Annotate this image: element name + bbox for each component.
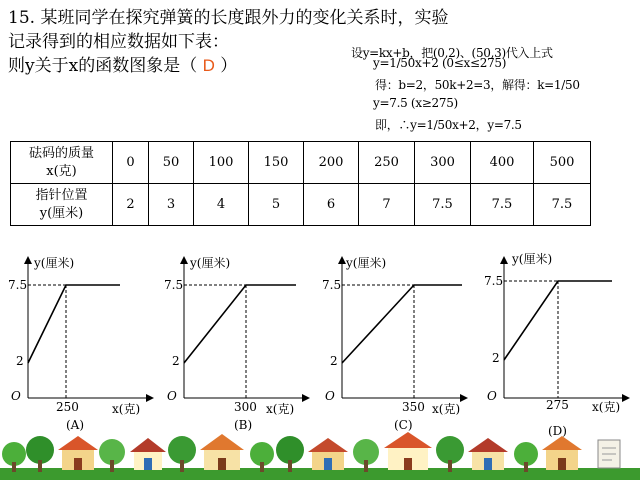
tree-icon bbox=[514, 442, 538, 472]
table-header-mass-line1: 砝码的质量 bbox=[28, 145, 94, 161]
house-icon bbox=[308, 438, 348, 470]
graph-a-origin: O bbox=[11, 389, 21, 403]
tree-icon bbox=[353, 439, 379, 472]
table-cell: 6 bbox=[304, 184, 359, 226]
table-cell: 250 bbox=[359, 142, 415, 184]
graph-d-y-label: y(厘米) bbox=[512, 252, 553, 266]
y-axis-arrow-icon bbox=[500, 256, 508, 264]
graph-a-y-label: y(厘米) bbox=[34, 256, 75, 270]
graph-b-x-break: 300 bbox=[234, 400, 257, 414]
house-icon bbox=[468, 438, 508, 470]
y-axis-arrow-icon bbox=[338, 256, 346, 264]
graph-b-y-label: y(厘米) bbox=[190, 256, 231, 270]
graph-a-y-low: 2 bbox=[16, 354, 24, 368]
problem-line-3-prefix: 则y关于x的函数图象是（ bbox=[8, 56, 198, 76]
solution-line-1: 设y=kx+b，把(0,2)、(50,3)代入上式 bbox=[351, 46, 553, 60]
table-cell: 5 bbox=[249, 184, 304, 226]
table-cell: 7.5 bbox=[471, 184, 534, 226]
graph-b-origin: O bbox=[167, 389, 177, 403]
graph-c-origin: O bbox=[325, 389, 335, 403]
graph-c-x-break: 350 bbox=[402, 400, 425, 414]
y-axis-arrow-icon bbox=[24, 256, 32, 264]
table-cell: 7.5 bbox=[534, 184, 591, 226]
x-axis-arrow-icon bbox=[460, 394, 468, 402]
graph-a-x-label: x(克) bbox=[112, 402, 141, 416]
table-row-mass bbox=[11, 142, 591, 184]
tree-icon bbox=[250, 442, 274, 472]
tree-icon bbox=[2, 442, 26, 472]
answer-text: D bbox=[202, 56, 215, 75]
table-header-position-line2: y(厘米) bbox=[39, 205, 84, 221]
tree-icon bbox=[99, 439, 125, 472]
graph-c-y-high: 7.5 bbox=[322, 278, 342, 292]
table-header-position-line1: 指针位置 bbox=[35, 187, 88, 203]
table-header-position bbox=[11, 184, 113, 226]
table-cell: 200 bbox=[304, 142, 359, 184]
house-icon bbox=[200, 434, 244, 470]
solution-line-2: y=1/50x+2 (0≤x≤275) bbox=[373, 56, 507, 70]
table-cell: 500 bbox=[534, 142, 591, 184]
graph-option-b bbox=[164, 248, 316, 433]
house-icon bbox=[58, 436, 98, 470]
solution-text bbox=[345, 40, 637, 140]
house-icon bbox=[130, 438, 166, 470]
graph-b-option: (B) bbox=[234, 418, 253, 432]
graph-c-option: (C) bbox=[394, 418, 413, 432]
table-cell: 100 bbox=[194, 142, 249, 184]
data-table bbox=[10, 141, 591, 226]
table-cell: 2 bbox=[113, 184, 149, 226]
function-line bbox=[28, 285, 120, 363]
table-cell: 7 bbox=[359, 184, 415, 226]
table-header-mass-line2: x(克) bbox=[46, 163, 77, 179]
solution-line-4: y=7.5 (x≥275) bbox=[373, 96, 458, 110]
x-axis-arrow-icon bbox=[146, 394, 154, 402]
function-line bbox=[342, 285, 462, 363]
graph-d-option: (D) bbox=[548, 424, 567, 438]
house-icon bbox=[384, 432, 432, 470]
x-axis-arrow-icon bbox=[302, 394, 310, 402]
tree-icon bbox=[436, 436, 464, 472]
graph-d-y-high: 7.5 bbox=[484, 274, 504, 288]
table-cell: 300 bbox=[415, 142, 471, 184]
table-cell: 4 bbox=[194, 184, 249, 226]
graph-b-y-low: 2 bbox=[172, 354, 180, 368]
table-cell: 400 bbox=[471, 142, 534, 184]
graph-option-a bbox=[8, 248, 160, 433]
graph-d-x-break: 275 bbox=[546, 398, 569, 412]
x-axis-arrow-icon bbox=[622, 394, 630, 402]
table-cell: 50 bbox=[149, 142, 194, 184]
tree-icon bbox=[276, 436, 304, 472]
graph-c-x-label: x(克) bbox=[432, 402, 461, 416]
y-axis-arrow-icon bbox=[180, 256, 188, 264]
graph-a-y-high: 7.5 bbox=[8, 278, 28, 292]
graph-a-x-break: 250 bbox=[56, 400, 79, 414]
solution-line-3: 得：b=2，50k+2=3，解得：k=1/50 bbox=[375, 78, 580, 92]
graph-option-c bbox=[322, 248, 474, 433]
table-cell: 7.5 bbox=[415, 184, 471, 226]
graph-c-y-low: 2 bbox=[330, 354, 338, 368]
solution-line-5: 即，∴y=1/50x+2，y=7.5 bbox=[375, 118, 522, 132]
page-icon[interactable] bbox=[598, 440, 620, 468]
problem-line-1: 15. 某班同学在探究弹簧的长度跟外力的变化关系时，实验 bbox=[8, 8, 449, 28]
table-cell: 3 bbox=[149, 184, 194, 226]
table-row-position bbox=[11, 184, 591, 226]
graph-b-y-high: 7.5 bbox=[164, 278, 184, 292]
graph-d-origin: O bbox=[487, 389, 497, 403]
graph-d-x-label: x(克) bbox=[592, 400, 621, 414]
village-border bbox=[0, 430, 640, 480]
table-cell: 150 bbox=[249, 142, 304, 184]
function-line bbox=[184, 285, 296, 363]
problem-line-3-suffix: ） bbox=[220, 56, 238, 76]
graph-b-x-label: x(克) bbox=[266, 402, 295, 416]
house-icon bbox=[542, 436, 582, 470]
table-header-mass bbox=[11, 142, 113, 184]
problem-line-2: 记录得到的相应数据如下表： bbox=[8, 32, 229, 52]
graph-a-option: (A) bbox=[66, 418, 85, 432]
graph-c-y-label: y(厘米) bbox=[346, 256, 387, 270]
tree-icon bbox=[26, 436, 54, 472]
table-cell: 0 bbox=[113, 142, 149, 184]
problem-line-3 bbox=[8, 54, 338, 78]
tree-icon bbox=[168, 436, 196, 472]
graph-d-y-low: 2 bbox=[492, 351, 500, 365]
graph-option-d bbox=[484, 248, 636, 438]
